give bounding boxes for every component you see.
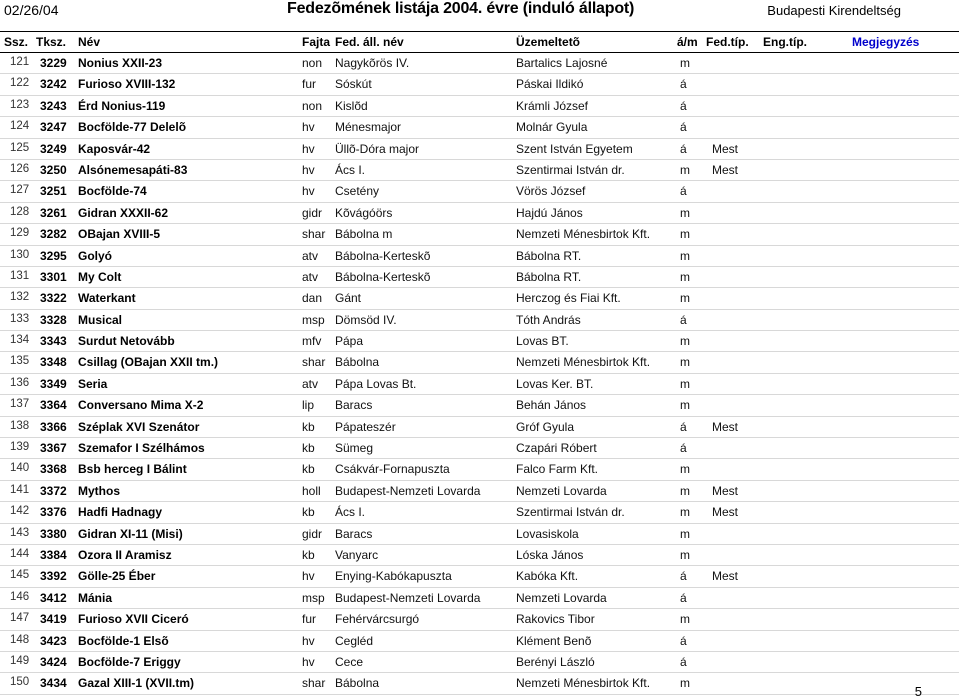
table-row (0, 459, 959, 480)
report-date: 02/26/04 (4, 2, 59, 18)
row-tksz: 3247 (40, 120, 67, 135)
table-row (0, 53, 959, 74)
row-nev: My Colt (78, 269, 122, 284)
row-fed-all-nev: Bábolna-Kerteskõ (335, 269, 431, 284)
table-row (0, 652, 959, 673)
row-uzemelteto: Nemzeti Lovarda (516, 483, 607, 498)
table-row (0, 524, 959, 545)
row-am: m (680, 398, 690, 413)
row-nev: Furioso XVII Ciceró (78, 612, 189, 627)
row-uzemelteto: Páskai Ildikó (516, 77, 584, 92)
col-am: á/m (677, 35, 698, 49)
row-am: á (680, 590, 687, 605)
row-uzemelteto: Lóska János (516, 547, 584, 562)
row-fed-all-nev: Csetény (335, 184, 380, 199)
row-am: á (680, 654, 687, 669)
row-fed-all-nev: Sümeg (335, 441, 374, 456)
row-am: m (680, 205, 690, 220)
row-fed-all-nev: Csákvár-Fornapuszta (335, 462, 450, 477)
row-uzemelteto: Gróf Gyula (516, 419, 575, 434)
row-ssz: 149 (10, 654, 30, 667)
row-ssz: 145 (10, 569, 30, 582)
row-fajta: lip (302, 398, 315, 413)
row-tksz: 3295 (40, 248, 67, 263)
row-uzemelteto: Hajdú János (516, 205, 583, 220)
row-am: m (680, 483, 690, 498)
row-nev: Gidran XI-11 (Misi) (78, 526, 183, 541)
row-uzemelteto: Vörös József (516, 184, 586, 199)
row-fajta: kb (302, 547, 315, 562)
row-am: m (680, 505, 690, 520)
row-ssz: 134 (10, 334, 30, 347)
row-nev: OBajan XVIII-5 (78, 227, 161, 242)
row-ssz: 127 (10, 184, 30, 197)
row-uzemelteto: Tóth András (516, 312, 581, 327)
table-row (0, 181, 959, 202)
row-nev: Ozora II Aramisz (78, 547, 172, 562)
table-row (0, 417, 959, 438)
row-uzemelteto: Szentirmai István dr. (516, 162, 625, 177)
row-fed-all-nev: Enying-Kabókapuszta (335, 569, 452, 584)
row-uzemelteto: Szent István Egyetem (516, 141, 633, 156)
row-uzemelteto: Herczog és Fiai Kft. (516, 291, 621, 306)
table-row (0, 139, 959, 160)
table-row (0, 267, 959, 288)
row-tksz: 3376 (40, 505, 67, 520)
row-uzemelteto: Berényi László (516, 654, 595, 669)
row-tksz: 3384 (40, 547, 67, 562)
row-nev: Kaposvár-42 (78, 141, 151, 156)
row-ssz: 133 (10, 312, 30, 325)
row-ssz: 150 (10, 676, 30, 689)
row-nev: Gidran XXXII-62 (78, 205, 169, 220)
row-nev: Bsb herceg I Bálint (78, 462, 187, 477)
row-uzemelteto: Nemzeti Ménesbirtok Kft. (516, 676, 651, 691)
table-row (0, 395, 959, 416)
row-ssz: 132 (10, 291, 30, 304)
table-row (0, 288, 959, 309)
row-am: á (680, 312, 687, 327)
col-fed-all-nev: Fed. áll. név (335, 35, 404, 49)
row-fed-all-nev: Sóskút (335, 77, 372, 92)
row-fed-all-nev: Bábolna m (335, 227, 393, 242)
row-uzemelteto: Szentirmai István dr. (516, 505, 625, 520)
row-am: m (680, 612, 690, 627)
row-fajta: holl (302, 483, 321, 498)
row-fajta: hv (302, 633, 315, 648)
report-header (0, 0, 959, 28)
stallion-table (0, 53, 959, 695)
row-fajta: fur (302, 612, 317, 627)
row-nev: Széplak XVI Szenátor (78, 419, 200, 434)
row-fed-all-nev: Bábolna (335, 355, 380, 370)
row-ssz: 121 (10, 56, 30, 68)
row-ssz: 148 (10, 633, 30, 646)
row-nev: Furioso XVIII-132 (78, 77, 176, 92)
row-fajta: atv (302, 376, 319, 391)
row-tksz: 3424 (40, 654, 67, 669)
row-fed-all-nev: Bábolna-Kerteskõ (335, 248, 431, 263)
row-tksz: 3242 (40, 77, 67, 92)
table-row (0, 609, 959, 630)
row-uzemelteto: Lovas BT. (516, 334, 569, 349)
row-fed-all-nev: Cece (335, 654, 364, 669)
page-number: 5 (914, 684, 922, 699)
row-uzemelteto: Lovas Ker. BT. (516, 376, 594, 391)
row-fed-all-nev: Budapest-Nemzeti Lovarda (335, 590, 481, 605)
row-fed-tip: Mest (712, 141, 739, 156)
row-am: m (680, 334, 690, 349)
row-am: á (680, 77, 687, 92)
col-nev: Név (78, 35, 101, 49)
row-fed-tip: Mest (712, 419, 739, 434)
table-row (0, 438, 959, 459)
row-tksz: 3372 (40, 483, 67, 498)
table-row (0, 673, 959, 694)
row-ssz: 144 (10, 547, 30, 560)
row-tksz: 3380 (40, 526, 67, 541)
row-fed-all-nev: Budapest-Nemzeti Lovarda (335, 483, 481, 498)
row-ssz: 128 (10, 205, 30, 218)
row-nev: Gazal XIII-1 (XVII.tm) (78, 676, 195, 691)
col-ssz: Ssz. (4, 35, 29, 49)
row-fajta: atv (302, 248, 319, 263)
row-uzemelteto: Behán János (516, 398, 587, 413)
row-fajta: hv (302, 120, 315, 135)
row-tksz: 3261 (40, 205, 67, 220)
row-nev: Szemafor I Szélhámos (78, 441, 205, 456)
table-row (0, 545, 959, 566)
row-uzemelteto: Kabóka Kft. (516, 569, 579, 584)
row-ssz: 143 (10, 526, 30, 539)
table-row (0, 352, 959, 373)
row-fajta: gidr (302, 526, 323, 541)
row-tksz: 3423 (40, 633, 67, 648)
table-row (0, 481, 959, 502)
row-am: m (680, 162, 690, 177)
row-fajta: kb (302, 462, 315, 477)
row-fed-all-nev: Kislõd (335, 98, 368, 113)
row-nev: Musical (78, 312, 123, 327)
row-nev: Bocfölde-74 (78, 184, 147, 199)
row-ssz: 138 (10, 419, 30, 432)
row-tksz: 3366 (40, 419, 67, 434)
row-fajta: fur (302, 77, 317, 92)
row-fed-all-nev: Ács I. (335, 505, 366, 520)
row-fajta: kb (302, 419, 315, 434)
row-ssz: 126 (10, 162, 30, 175)
row-fajta: non (302, 98, 323, 113)
row-uzemelteto: Bartalics Lajosné (516, 56, 608, 70)
row-tksz: 3349 (40, 376, 67, 391)
row-am: m (680, 355, 690, 370)
row-nev: Mythos (78, 483, 120, 498)
row-am: á (680, 141, 687, 156)
row-fajta: kb (302, 505, 315, 520)
table-row (0, 310, 959, 331)
row-nev: Bocfölde-77 Delelõ (78, 120, 187, 135)
row-ssz: 131 (10, 269, 30, 282)
row-uzemelteto: Falco Farm Kft. (516, 462, 599, 477)
row-ssz: 123 (10, 98, 30, 111)
row-tksz: 3322 (40, 291, 67, 306)
row-nev: Surdut Netovább (78, 334, 175, 349)
row-fed-all-nev: Pápa (335, 334, 364, 349)
row-ssz: 136 (10, 376, 30, 389)
row-fajta: hv (302, 141, 315, 156)
row-ssz: 135 (10, 355, 30, 368)
row-nev: Alsónemesapáti-83 (78, 162, 188, 177)
row-ssz: 124 (10, 120, 30, 133)
col-fed-tip: Fed.típ. (706, 35, 749, 49)
row-fajta: atv (302, 269, 319, 284)
row-uzemelteto: Klément Benõ (516, 633, 592, 648)
row-am: á (680, 98, 687, 113)
row-fed-all-nev: Ács I. (335, 162, 366, 177)
row-nev: Bocfölde-1 Elsõ (78, 633, 169, 648)
row-uzemelteto: Krámli József (516, 98, 589, 113)
row-uzemelteto: Bábolna RT. (516, 248, 582, 263)
table-row (0, 74, 959, 95)
row-tksz: 3368 (40, 462, 67, 477)
row-tksz: 3419 (40, 612, 67, 627)
row-nev: Érd Nonius-119 (78, 98, 166, 113)
row-tksz: 3250 (40, 162, 67, 177)
row-fajta: shar (302, 676, 326, 691)
row-nev: Bocfölde-7 Eriggy (78, 654, 181, 669)
row-am: m (680, 526, 690, 541)
row-fed-all-nev: Cegléd (335, 633, 374, 648)
row-tksz: 3301 (40, 269, 67, 284)
column-header-row (0, 31, 959, 53)
row-fajta: mfv (302, 334, 322, 349)
row-fajta: msp (302, 312, 325, 327)
row-am: á (680, 120, 687, 135)
row-fajta: hv (302, 569, 315, 584)
row-tksz: 3348 (40, 355, 67, 370)
table-row (0, 224, 959, 245)
row-fajta: hv (302, 162, 315, 177)
row-uzemelteto: Nemzeti Ménesbirtok Kft. (516, 355, 651, 370)
row-am: á (680, 419, 687, 434)
row-ssz: 122 (10, 77, 30, 90)
col-fajta: Fajta (302, 35, 331, 49)
row-tksz: 3343 (40, 334, 67, 349)
row-nev: Csillag (OBajan XXII tm.) (78, 355, 219, 370)
row-am: m (680, 227, 690, 242)
row-ssz: 142 (10, 505, 30, 518)
row-fajta: gidr (302, 205, 323, 220)
row-fajta: hv (302, 654, 315, 669)
row-am: m (680, 269, 690, 284)
row-tksz: 3251 (40, 184, 67, 199)
row-ssz: 146 (10, 590, 30, 603)
table-row (0, 96, 959, 117)
row-ssz: 125 (10, 141, 30, 154)
report-title: Fedezõmének listája 2004. évre (induló állapot) (287, 0, 635, 17)
row-fajta: shar (302, 227, 326, 242)
table-row (0, 374, 959, 395)
row-fajta: non (302, 56, 323, 70)
table-row (0, 588, 959, 609)
row-am: m (680, 547, 690, 562)
row-am: á (680, 184, 687, 199)
row-fajta: msp (302, 590, 325, 605)
row-am: m (680, 248, 690, 263)
table-row (0, 331, 959, 352)
row-tksz: 3243 (40, 98, 67, 113)
row-am: m (680, 676, 690, 691)
row-uzemelteto: Lovasiskola (516, 526, 579, 541)
row-am: á (680, 441, 687, 456)
row-uzemelteto: Molnár Gyula (516, 120, 588, 135)
row-nev: Gölle-25 Éber (78, 569, 156, 584)
row-uzemelteto: Nemzeti Lovarda (516, 590, 607, 605)
row-nev: Seria (78, 376, 108, 391)
table-row (0, 117, 959, 138)
row-am: m (680, 462, 690, 477)
table-row (0, 566, 959, 587)
row-am: á (680, 569, 687, 584)
row-am: m (680, 291, 690, 306)
table-row (0, 502, 959, 523)
row-tksz: 3229 (40, 56, 67, 70)
row-nev: Conversano Mima X-2 (78, 398, 204, 413)
row-fajta: shar (302, 355, 326, 370)
row-fed-tip: Mest (712, 505, 739, 520)
row-ssz: 141 (10, 483, 30, 496)
row-fajta: kb (302, 441, 315, 456)
row-fed-all-nev: Bábolna (335, 676, 380, 691)
row-uzemelteto: Czapári Róbert (516, 441, 597, 456)
row-fed-all-nev: Ménesmajor (335, 120, 402, 135)
row-fed-all-nev: Gánt (335, 291, 362, 306)
row-tksz: 3392 (40, 569, 67, 584)
row-fed-all-nev: Fehérvárcsurgó (335, 612, 420, 627)
row-ssz: 137 (10, 398, 30, 411)
col-uzemelteto: Üzemeltetõ (516, 35, 581, 49)
row-am: m (680, 56, 690, 70)
row-uzemelteto: Rakovics Tibor (516, 612, 595, 627)
row-ssz: 140 (10, 462, 30, 475)
row-tksz: 3364 (40, 398, 67, 413)
row-fed-all-nev: Kõvágóörs (335, 205, 393, 220)
row-am: m (680, 376, 690, 391)
row-tksz: 3328 (40, 312, 67, 327)
table-row (0, 631, 959, 652)
row-fed-all-nev: Pápateszér (335, 419, 396, 434)
row-fed-all-nev: Dömsöd IV. (335, 312, 397, 327)
row-ssz: 139 (10, 441, 30, 454)
row-tksz: 3412 (40, 590, 67, 605)
row-fed-tip: Mest (712, 483, 739, 498)
table-row (0, 160, 959, 181)
row-fed-tip: Mest (712, 162, 739, 177)
row-tksz: 3249 (40, 141, 67, 156)
row-tksz: 3282 (40, 227, 67, 242)
row-fed-all-nev: Vanyarc (335, 547, 379, 562)
row-am: á (680, 633, 687, 648)
row-nev: Mánia (78, 590, 113, 605)
row-tksz: 3434 (40, 676, 67, 691)
row-fed-all-nev: Pápa Lovas Bt. (335, 376, 417, 391)
table-row (0, 203, 959, 224)
row-tksz: 3367 (40, 441, 67, 456)
row-fed-all-nev: Baracs (335, 398, 373, 413)
row-ssz: 130 (10, 248, 30, 261)
row-fajta: dan (302, 291, 323, 306)
row-ssz: 129 (10, 227, 30, 240)
row-nev: Nonius XXII-23 (78, 56, 163, 70)
row-uzemelteto: Bábolna RT. (516, 269, 582, 284)
row-fed-all-nev: Üllõ-Dóra major (335, 141, 420, 156)
office-name: Budapesti Kirendeltség (767, 3, 901, 18)
row-nev: Waterkant (78, 291, 136, 306)
row-fed-all-nev: Nagykõrös IV. (335, 56, 410, 70)
row-fed-all-nev: Baracs (335, 526, 373, 541)
row-fed-tip: Mest (712, 569, 739, 584)
col-tksz: Tksz. (36, 35, 67, 49)
row-nev: Golyó (78, 248, 113, 263)
row-uzemelteto: Nemzeti Ménesbirtok Kft. (516, 227, 651, 242)
row-nev: Hadfi Hadnagy (78, 505, 163, 520)
col-megjegyzes: Megjegyzés (852, 35, 920, 49)
table-row (0, 246, 959, 267)
row-ssz: 147 (10, 612, 30, 625)
col-eng-tip: Eng.típ. (763, 35, 807, 49)
row-fajta: hv (302, 184, 315, 199)
